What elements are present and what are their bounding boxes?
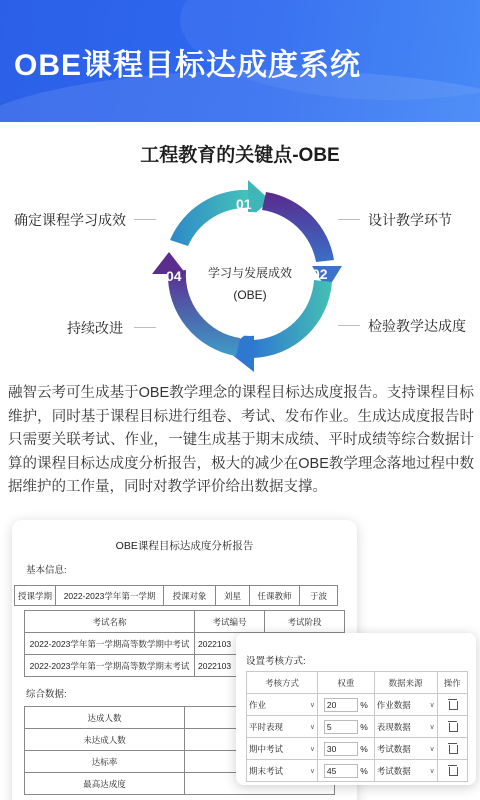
- summary-label: 综合数据:: [26, 689, 67, 700]
- source-value: 考试数据: [376, 743, 411, 754]
- source-select[interactable]: [374, 694, 437, 716]
- percent-label: %: [360, 699, 368, 710]
- exam-code: 2022103: [195, 655, 265, 677]
- info-cell: 刘星: [216, 586, 250, 606]
- percent-label: %: [360, 721, 368, 732]
- method-select[interactable]: [247, 760, 318, 782]
- method-value: 期中考试: [249, 743, 284, 754]
- info-cell: 授课对象: [164, 586, 216, 606]
- source-value: 作业数据: [376, 699, 411, 710]
- method-select[interactable]: [247, 694, 318, 716]
- info-cell: 2022-2023学年第一学期: [56, 586, 164, 606]
- weight-cell: [317, 760, 374, 782]
- intro-paragraph: 融智云考可生成基于OBE教学理念的课程目标达成度报告。支持课程目标维护，同时基于课程目标进行组卷、考试、发布作业。生成达成度报告时只需要关联考试、作业，一键生成基于期末成绩、平时成绩等综合数据计算的课程目标达成度分析报告，极大的减少在OBE教学理念落地过程中数据维护的工作量，同时对教学评价给出数据支撑。: [8, 385, 474, 495]
- report-title: OBE课程目标达成度分析报告: [115, 540, 254, 552]
- source-value: 表现数据: [376, 721, 411, 732]
- trash-icon[interactable]: [448, 721, 457, 731]
- label-continuous-improvement: 持续改进: [67, 320, 123, 336]
- trash-icon[interactable]: [448, 765, 457, 775]
- source-value: 考试数据: [376, 765, 411, 776]
- method-value: 期末考试: [249, 765, 284, 776]
- trash-icon[interactable]: [448, 743, 457, 753]
- summary-cell: 达标率: [25, 751, 185, 773]
- source-select[interactable]: [374, 716, 437, 738]
- weight-input[interactable]: 30: [324, 742, 358, 756]
- assessment-config-card: [236, 633, 476, 785]
- action-cell: [437, 738, 467, 760]
- config-header: 考核方式: [247, 672, 318, 694]
- summary-cell: 未达成人数: [25, 729, 185, 751]
- exam-name: 2022-2023学年第一学期高等数学期末考试: [25, 655, 195, 677]
- exam-header: 考试阶段: [265, 611, 345, 633]
- summary-cell: 达成人数: [25, 707, 185, 729]
- action-cell: [437, 760, 467, 782]
- action-cell: [437, 694, 467, 716]
- config-header: 数据来源: [374, 672, 437, 694]
- label-verify-achievement: 检验教学达成度: [368, 318, 466, 334]
- basic-info-table: [14, 585, 338, 606]
- step-number-02: 02: [312, 266, 328, 282]
- obe-cycle-diagram: [0, 170, 480, 380]
- label-design-teaching: 设计教学环节: [368, 212, 452, 228]
- method-select[interactable]: [247, 738, 318, 760]
- summary-cell: 最高达成度: [25, 773, 185, 795]
- basic-info-label: 基本信息:: [26, 565, 67, 576]
- section-title: 工程教育的关键点-OBE: [140, 145, 340, 166]
- chevron-down-icon: ∨: [309, 701, 315, 709]
- action-cell: [437, 716, 467, 738]
- connector-line: [134, 327, 156, 328]
- weight-input[interactable]: 20: [324, 698, 358, 712]
- cycle-center-title: 学习与发展成效: [207, 266, 292, 280]
- method-value: 作业: [249, 699, 267, 710]
- weight-cell: [317, 716, 374, 738]
- percent-label: %: [360, 765, 368, 776]
- weight-cell: [317, 738, 374, 760]
- info-cell: 于波: [300, 586, 338, 606]
- chevron-down-icon: ∨: [429, 701, 435, 709]
- chevron-down-icon: ∨: [309, 767, 315, 775]
- source-select[interactable]: [374, 738, 437, 760]
- method-value: 平时表现: [249, 721, 284, 732]
- connector-line: [338, 219, 360, 220]
- method-select[interactable]: [247, 716, 318, 738]
- config-header: 权重: [317, 672, 374, 694]
- exam-name: 2022-2023学年第一学期高等数学期中考试: [25, 633, 195, 655]
- assessment-config-table: [246, 671, 468, 782]
- exam-code: 2022103: [195, 633, 265, 655]
- config-header: 操作: [437, 672, 467, 694]
- page-title: OBE课程目标达成度系统: [14, 49, 362, 82]
- chevron-down-icon: ∨: [309, 745, 315, 753]
- exam-header: 考试编号: [195, 611, 265, 633]
- info-cell: 授课学期: [15, 586, 56, 606]
- config-label: 设置考核方式:: [246, 656, 306, 667]
- weight-input[interactable]: 5: [324, 720, 358, 734]
- connector-line: [134, 219, 156, 220]
- step-number-01: 01: [236, 196, 252, 212]
- weight-input[interactable]: 45: [324, 764, 358, 778]
- info-cell: 任课教师: [250, 586, 300, 606]
- chevron-down-icon: ∨: [429, 745, 435, 753]
- exam-header: 考试名称: [25, 611, 195, 633]
- chevron-down-icon: ∨: [309, 723, 315, 731]
- chevron-down-icon: ∨: [429, 767, 435, 775]
- weight-cell: [317, 694, 374, 716]
- cycle-center-subtitle: (OBE): [233, 288, 267, 302]
- percent-label: %: [360, 743, 368, 754]
- trash-icon[interactable]: [448, 699, 457, 709]
- hero-banner: [0, 0, 480, 122]
- connector-line: [338, 325, 360, 326]
- chevron-down-icon: ∨: [429, 723, 435, 731]
- source-select[interactable]: [374, 760, 437, 782]
- step-number-04: 04: [166, 268, 182, 284]
- label-define-outcomes: 确定课程学习成效: [14, 212, 126, 228]
